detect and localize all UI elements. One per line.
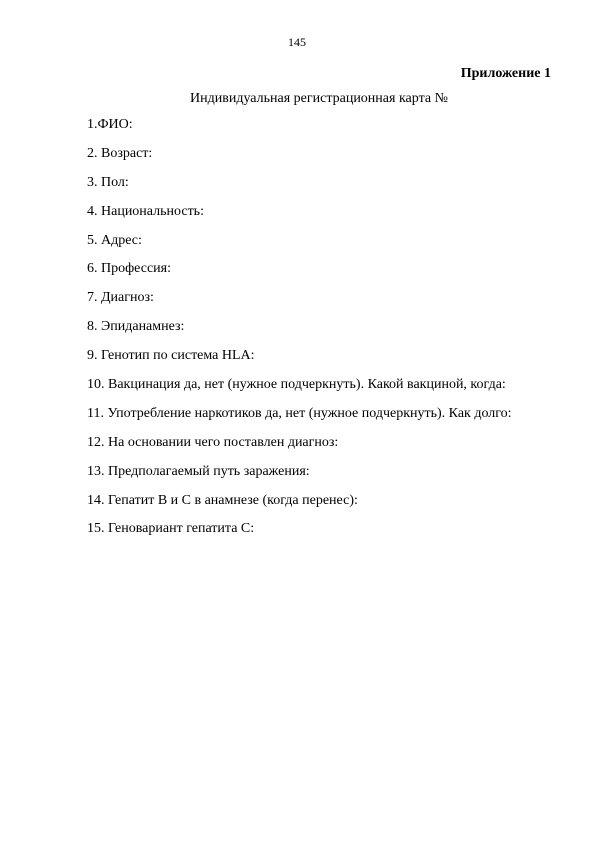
field-diagnosis: 7. Диагноз: xyxy=(87,290,154,306)
field-drug-use: 11. Употребление наркотиков да, нет (нужное подчеркнуть). Как долго: xyxy=(87,405,512,421)
field-nationality: 4. Национальность: xyxy=(87,203,204,219)
field-hcv-genovariant: 15. Геновариант гепатита С: xyxy=(87,521,255,537)
field-fio: 1.ФИО: xyxy=(87,117,133,132)
field-profession: 6. Профессия: xyxy=(87,261,171,277)
field-age: 2. Возраст: xyxy=(87,145,153,161)
registration-field-list xyxy=(87,117,512,550)
field-infection-route: 13. Предполагаемый путь заражения: xyxy=(87,463,310,479)
field-vaccination: 10. Вакцинация да, нет (нужное подчеркнуть). Какой вакциной, когда: xyxy=(87,377,506,393)
field-hla-genotype: 9. Генотип по система HLA: xyxy=(87,348,255,364)
appendix-label: Приложение 1 xyxy=(460,66,551,81)
field-diagnosis-basis: 12. На основании чего поставлен диагноз: xyxy=(87,434,339,450)
field-epidemiological-history: 8. Эпиданамнез: xyxy=(87,319,185,335)
field-sex: 3. Пол: xyxy=(87,174,129,190)
field-hepatitis-history: 14. Гепатит В и С в анамнезе (когда перенес): xyxy=(87,492,358,508)
card-title: Индивидуальная регистрационная карта № xyxy=(190,91,448,106)
page-number: 145 xyxy=(288,35,306,49)
field-address: 5. Адрес: xyxy=(87,232,142,248)
